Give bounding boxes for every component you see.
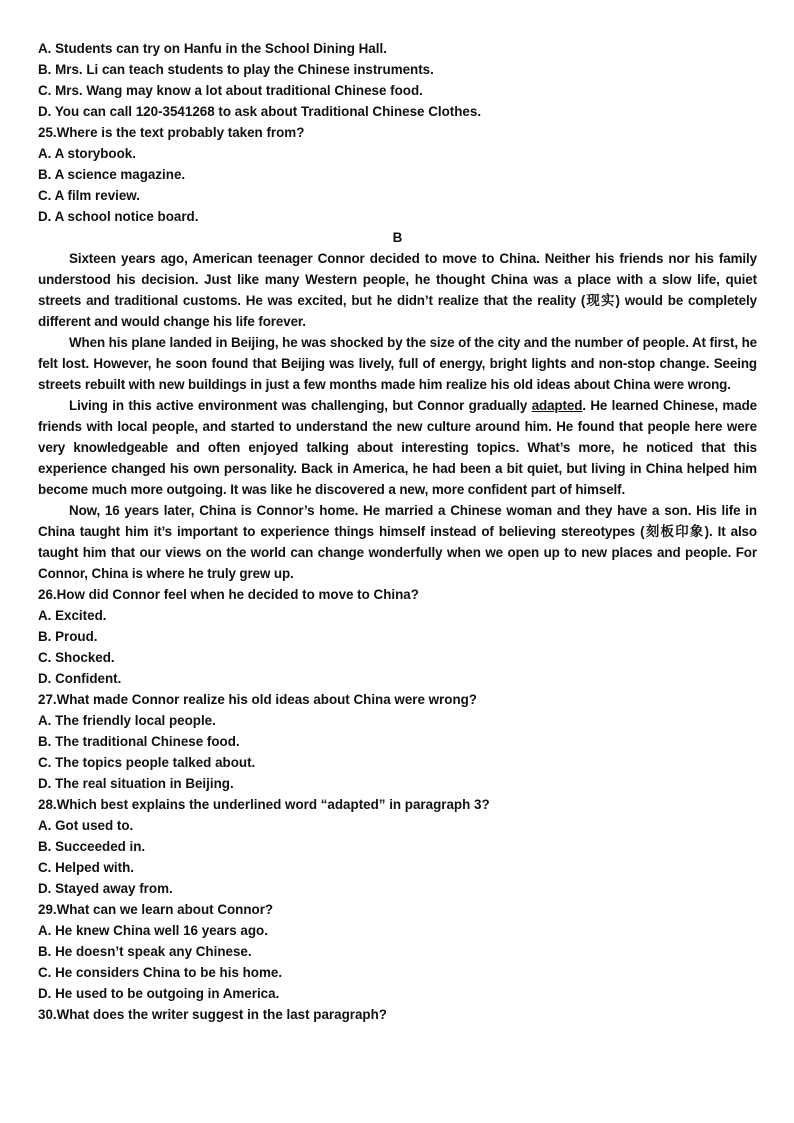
- q27-option-c: C. The topics people talked about.: [38, 755, 256, 770]
- q28-option-c: C. Helped with.: [38, 860, 134, 875]
- q27-question: 27.What made Connor realize his old ideas about China were wrong?: [38, 692, 477, 707]
- q29-option-c: C. He considers China to be his home.: [38, 965, 283, 980]
- q24-option-c: C. Mrs. Wang may know a lot about traditional Chinese food.: [38, 83, 423, 98]
- q25-option-b: B. A science magazine.: [38, 167, 186, 182]
- q26-question: 26.How did Connor feel when he decided to move to China?: [38, 587, 419, 602]
- q25-option-c: C. A film review.: [38, 188, 140, 203]
- q28-option-b: B. Succeeded in.: [38, 839, 146, 854]
- q28-option-d: D. Stayed away from.: [38, 881, 173, 896]
- q25-question: 25.Where is the text probably taken from?: [38, 125, 305, 140]
- q24-option-d: D. You can call 120-3541268 to ask about Traditional Chinese Clothes.: [38, 104, 482, 119]
- q29-option-a: A. He knew China well 16 years ago.: [38, 923, 268, 938]
- underlined-word-adapted: adapted: [531, 398, 583, 413]
- q24-option-b: B. Mrs. Li can teach students to play the Chinese instruments.: [38, 62, 434, 77]
- q30-question: 30.What does the writer suggest in the last paragraph?: [38, 1007, 387, 1022]
- q26-option-c: C. Shocked.: [38, 650, 115, 665]
- passage-paragraph-1: Sixteen years ago, American teenager Connor decided to move to China. Neither his friends nor his family understood his decision. Just like many Western people, he thought China was a place with a slow life, quiet streets and traditional customs. He was excited, but he didn’t realize that the reality (现实) would be completely different and would change his life forever.: [38, 251, 757, 329]
- q27-option-b: B. The traditional Chinese food.: [38, 734, 240, 749]
- section-label: B: [392, 230, 403, 245]
- q28-option-a: A. Got used to.: [38, 818, 134, 833]
- q27-option-a: A. The friendly local people.: [38, 713, 216, 728]
- q29-option-b: B. He doesn’t speak any Chinese.: [38, 944, 252, 959]
- q24-option-a: A. Students can try on Hanfu in the School Dining Hall.: [38, 41, 387, 56]
- passage-paragraph-3: [38, 395, 757, 500]
- q28-question: 28.Which best explains the underlined word “adapted” in paragraph 3?: [38, 797, 490, 812]
- q26-option-a: A. Excited.: [38, 608, 107, 623]
- q29-option-d: D. He used to be outgoing in America.: [38, 986, 280, 1001]
- q27-option-d: D. The real situation in Beijing.: [38, 776, 234, 791]
- q26-option-b: B. Proud.: [38, 629, 98, 644]
- p3-end: . He learned Chinese, made friends with local people, and started to understand the new culture around him. He found that people here were very knowledgeable and often enjoyed talking about interesting topics. What’s more, he noticed that this experience changed his own personality. Back in America, he had been a bit quiet, but living in China helped him become much more outgoing. It was like he discovered a new, more confident part of himself.: [38, 398, 758, 497]
- p3-start: Living in this active environment was challenging, but Connor gradually: [69, 398, 532, 413]
- q26-option-d: D. Confident.: [38, 671, 122, 686]
- q25-option-a: A. A storybook.: [38, 146, 136, 161]
- passage-paragraph-4: Now, 16 years later, China is Connor’s home. He married a Chinese woman and they have a son. His life in China taught him it’s important to experience things himself instead of believing stereotypes (刻板印象). It also taught him that our views on the world can change wonderfully when we open up to new places and people. For Connor, China is where he truly grew up.: [38, 503, 757, 581]
- q25-option-d: D. A school notice board.: [38, 209, 199, 224]
- q29-question: 29.What can we learn about Connor?: [38, 902, 274, 917]
- passage-paragraph-2: When his plane landed in Beijing, he was shocked by the size of the city and the number of people. At first, he felt lost. However, he soon found that Beijing was lively, full of energy, bright lights and non-stop change. Seeing streets rebuilt with new buildings in just a few months made him realize his old ideas about China were wrong.: [38, 335, 757, 392]
- exam-page: [38, 38, 757, 1025]
